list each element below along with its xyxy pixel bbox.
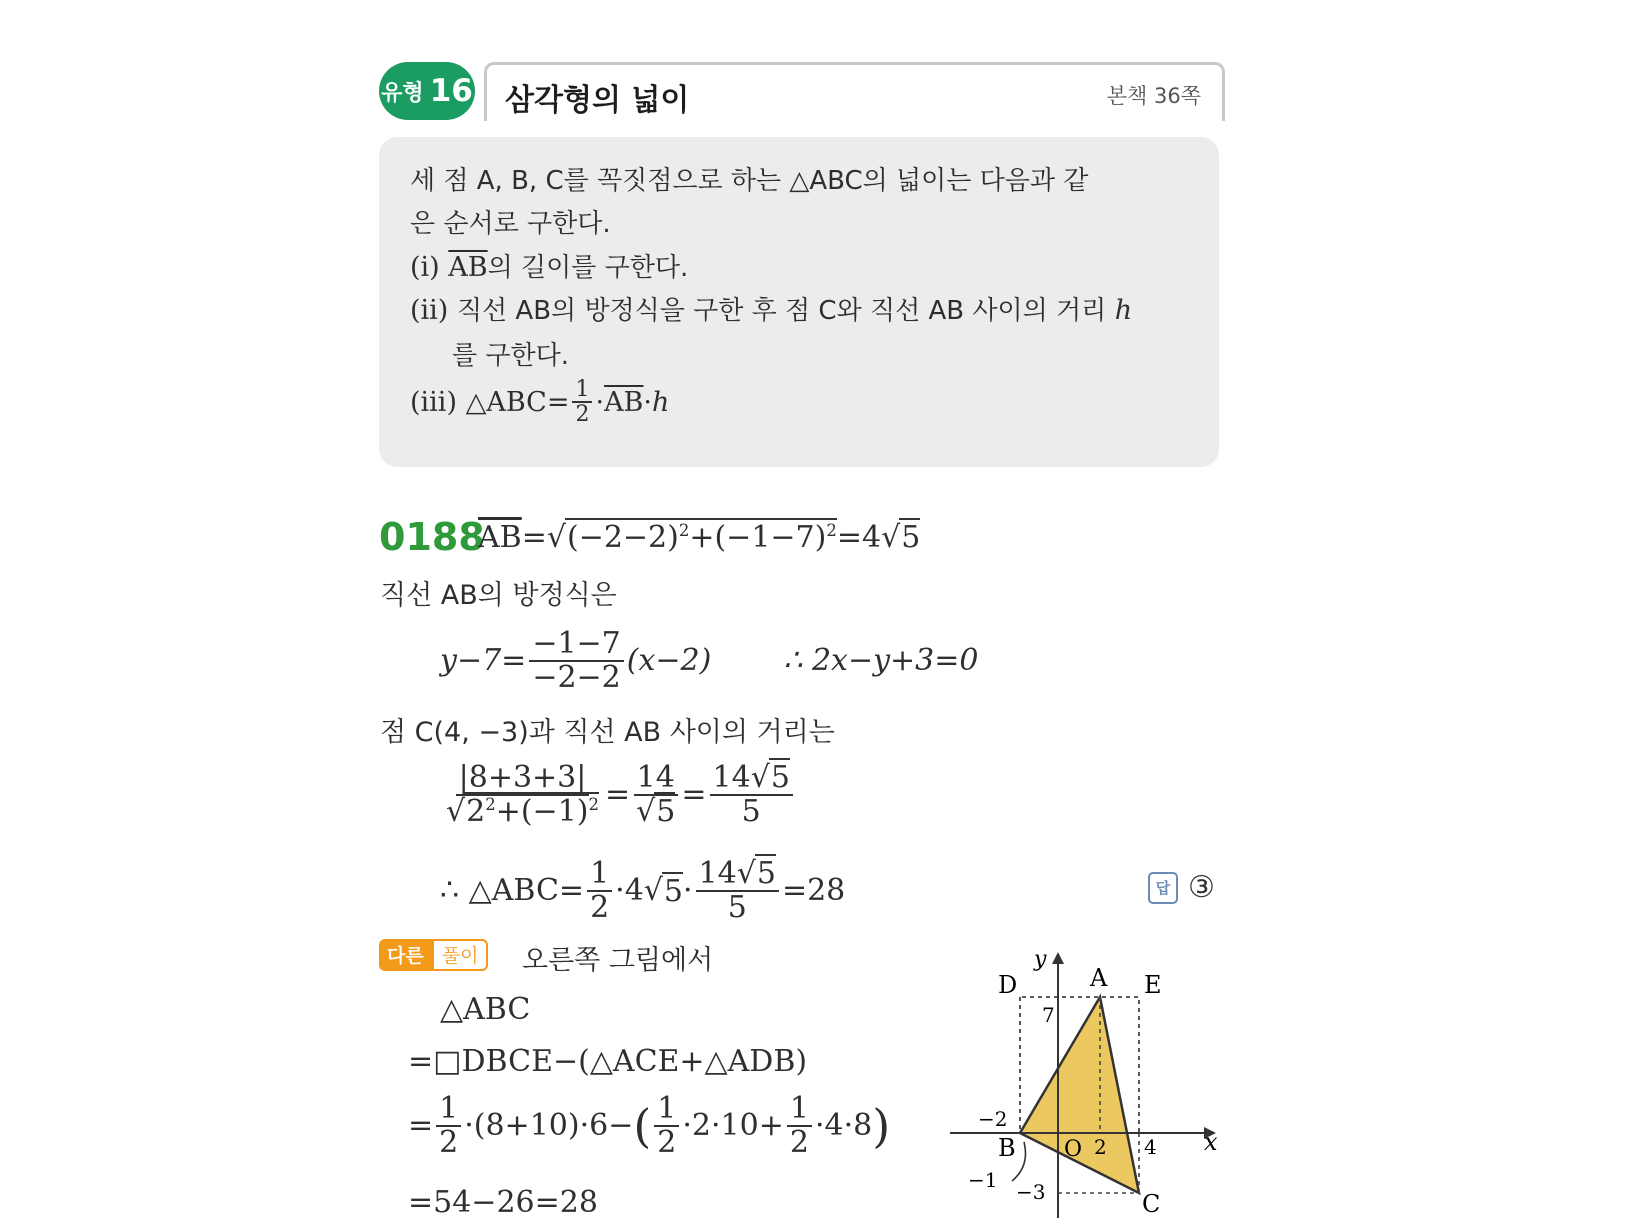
slope-numerator: −1−7 [529, 628, 623, 662]
distance-intro: 점 C(4, −3)과 직선 AB 사이의 거리는 [380, 717, 835, 748]
step-2-variable: h [1114, 295, 1133, 326]
tick-minus-3: −3 [1016, 1180, 1046, 1204]
den-term-2: +(−1) [495, 793, 589, 829]
summary-step-1 [410, 247, 688, 284]
f2-numerator: 14 [634, 762, 678, 796]
area-lhs: ∴ △ABC= [440, 873, 585, 908]
point-b-label: B [998, 1134, 1016, 1162]
area-fraction-1 [587, 858, 612, 923]
fraction-numerator: 1 [572, 378, 592, 403]
alt-fraction-3 [787, 1093, 812, 1158]
right-paren: ) [872, 1098, 891, 1153]
alt-solution-badge [379, 939, 488, 971]
answer-choice: ③ [1188, 870, 1215, 905]
distance-denominator: $√2^2+(-1)^2$ [446, 793, 599, 829]
line-equation [440, 628, 979, 693]
alt-f3-n: 1 [787, 1093, 812, 1127]
step-1-text: 의 길이를 구한다. [487, 253, 689, 283]
point-e-label: E [1144, 971, 1162, 999]
step-2-text: 직선 AB의 방정식을 구한 후 점 C와 직선 AB 사이의 거리 [456, 296, 1107, 326]
section-title: 삼각형의 넓이 [505, 83, 690, 118]
answer-icon: 답 [1148, 872, 1178, 904]
alt-f2-n: 1 [654, 1093, 679, 1127]
equation-rhs: (x−2) [626, 643, 712, 678]
f2-radicand: 5 [656, 793, 676, 829]
alt-end: ·4·8 [814, 1108, 873, 1143]
type-number: 16 [429, 73, 473, 109]
summary-step-2-cont: 를 구한다. [452, 341, 569, 371]
distance-numerator: |8+3+3| [456, 762, 590, 796]
ab-result: =4 [836, 520, 882, 555]
alt-f2-d: 2 [657, 1124, 677, 1160]
fraction-denominator: 2 [575, 402, 590, 428]
line-equation-result: ∴ 2x−y+3=0 [783, 643, 979, 678]
f3-coef: 14 [712, 760, 751, 795]
point-c-label: C [1142, 1190, 1161, 1218]
coordinate-figure [950, 940, 1230, 1220]
f3-numerator: 14√5 [710, 762, 793, 796]
x-axis-label: x [1204, 1128, 1218, 1156]
point-d-label: D [998, 971, 1018, 999]
summary-line-2: 은 순서로 구한다. [410, 209, 611, 239]
area-f2-radicand: 5 [756, 856, 776, 891]
area-f1-numerator: 1 [587, 858, 612, 892]
area-f2-numerator: 14√5 [696, 858, 779, 892]
alt-mid2: ·2·10+ [682, 1108, 784, 1143]
slope-denominator: −2−2 [532, 659, 621, 695]
tick-minus-1: −1 [968, 1168, 998, 1192]
square-2: 2 [826, 521, 837, 540]
step-3-segment: $\overline{AB}$ [604, 386, 644, 418]
tick-2: 2 [1094, 1135, 1107, 1159]
triangle-abc [1020, 997, 1139, 1193]
equals: = [521, 520, 547, 555]
segment-ab: $\overline{AB}$ [448, 252, 488, 283]
tick-7: 7 [1042, 1003, 1055, 1027]
left-paren: ( [633, 1098, 652, 1153]
alt-fraction-1 [436, 1093, 461, 1158]
alt-f1-d: 2 [439, 1124, 459, 1160]
ab-length-line: $\overline{AB}=√(-2-2)^2+(-1-7)^2=4√5$ [478, 520, 921, 555]
problem-number: 0188 [379, 515, 485, 559]
alt-line-3 [408, 1093, 890, 1158]
distance-calc [440, 762, 796, 827]
radicand-1: (−2−2) [566, 520, 679, 555]
den-square-1: 2 [485, 794, 496, 814]
step-3-variable: h [652, 386, 670, 418]
alt-mid: ·(8+10)·6− [464, 1108, 634, 1143]
step-3-lhs: △ABC= [465, 386, 570, 418]
f2-denominator: √5 [636, 793, 676, 829]
distance-fraction [443, 762, 602, 827]
tick-minus-2: −2 [978, 1107, 1008, 1131]
alt-f3-d: 2 [789, 1124, 809, 1160]
alt-equals: = [408, 1108, 434, 1143]
area-mid-radicand: 5 [663, 874, 683, 909]
page-reference: 본책 36쪽 [1106, 84, 1201, 108]
summary-step-2 [410, 290, 1132, 327]
slope-fraction [529, 628, 623, 693]
type-label: 유형 [381, 80, 424, 106]
alt-line-1: △ABC [440, 992, 531, 1027]
alt-intro: 오른쪽 그림에서 [522, 945, 714, 976]
area-mid: ·4 [615, 873, 644, 908]
step-3-number: (iii) [410, 386, 457, 418]
tick-4: 4 [1144, 1135, 1157, 1159]
alt-badge-first: 다른 [379, 939, 432, 971]
ab-result-radicand: 5 [901, 520, 921, 555]
origin-label: O [1064, 1137, 1083, 1162]
f3-radicand: 5 [770, 760, 790, 795]
alt-fraction-2 [654, 1093, 679, 1158]
y-axis-label: y [1034, 947, 1047, 972]
distance-fraction-2 [633, 762, 678, 827]
den-square-2: 2 [588, 794, 599, 814]
area-f1-denominator: 2 [590, 889, 610, 925]
y-axis-arrow [1052, 952, 1064, 964]
alt-line-4: =54−26=28 [408, 1185, 598, 1220]
step-2-number: (ii) [410, 295, 449, 326]
den-term-1: 2 [466, 793, 486, 829]
summary-line-1: 세 점 A, B, C를 꼭짓점으로 하는 △ABC의 넓이는 다음과 같 [410, 166, 1089, 196]
line-equation-intro: 직선 AB의 방정식은 [380, 580, 617, 611]
area-fraction-2 [696, 858, 779, 923]
area-result: =28 [781, 873, 846, 908]
step-1-number: (i) [410, 252, 440, 283]
ab-segment: $\overline{AB}$ [478, 520, 522, 555]
equals-1: = [605, 777, 631, 812]
step-3-fraction [572, 378, 592, 426]
alt-f1-n: 1 [436, 1093, 461, 1127]
alt-line-2: =□DBCE−(△ACE+△ADB) [408, 1044, 808, 1079]
point-a-label: A [1090, 964, 1108, 992]
answer-mark [1148, 870, 1215, 905]
alt-badge-second: 풀이 [432, 939, 489, 971]
square-1: 2 [678, 521, 690, 540]
equals-2: = [681, 777, 707, 812]
radicand-2: +(−1−7) [689, 520, 827, 555]
f3-denominator: 5 [741, 793, 761, 829]
area-calc: ∴ △ABC= $\frac{1}{2}$ ·4 √ 5 · $\frac{14√5}{5}$ =28 [440, 856, 846, 925]
type-badge [379, 62, 475, 120]
area-f2-coef: 14 [698, 856, 737, 891]
summary-step-3: (iii) △ABC= $\frac{1}{2}$ · $\overline{AB}$ · h [410, 377, 670, 428]
equation-lhs: y−7= [440, 643, 527, 678]
distance-fraction-3 [710, 762, 793, 827]
area-f2-denominator: 5 [727, 889, 747, 925]
